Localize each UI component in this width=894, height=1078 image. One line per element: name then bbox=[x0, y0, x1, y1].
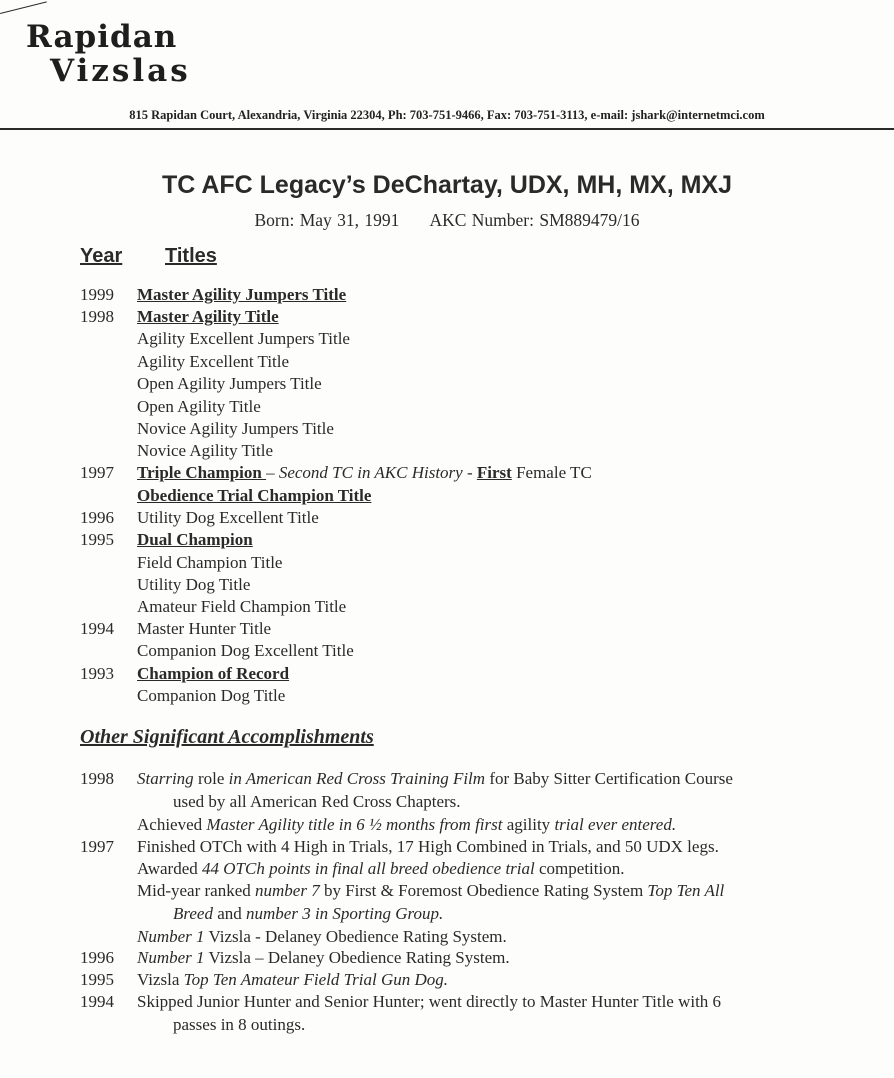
title-name: Triple Champion bbox=[137, 463, 267, 482]
acc-fragment: trial ever entered. bbox=[554, 815, 677, 834]
born-date: Born: May 31, 1991 bbox=[254, 210, 400, 230]
acc-fragment: Master Agility title in 6 ½ months from first bbox=[206, 815, 503, 834]
acc-fragment: agility bbox=[502, 815, 555, 834]
accomplishment-year: 1994 bbox=[80, 992, 114, 1011]
accomplishment-year: 1996 bbox=[80, 948, 114, 967]
title-name: Utility Dog Title bbox=[137, 575, 251, 594]
accomplishment-continuation: passes in 8 outings. bbox=[173, 1015, 306, 1034]
title-name: Utility Dog Excellent Title bbox=[137, 508, 319, 527]
title-name: Open Agility Title bbox=[137, 397, 261, 416]
title-name: Master Agility Title bbox=[137, 307, 279, 326]
title-year: 1994 bbox=[80, 619, 114, 638]
acc-fragment: Vizsla – Delaney Obedience Rating System. bbox=[204, 948, 510, 967]
letterhead-address: 815 Rapidan Court, Alexandria, Virginia 22304, Ph: 703-751-9466, Fax: 703-751-3113, e-mail: jshark@internetmci.com bbox=[129, 108, 765, 122]
title-note: Second TC in AKC History bbox=[278, 463, 463, 482]
title-year: 1998 bbox=[80, 307, 114, 326]
title-first: First bbox=[476, 463, 512, 482]
acc-fragment: in American Red Cross Training Film bbox=[228, 769, 486, 788]
title-name: Agility Excellent Jumpers Title bbox=[137, 329, 350, 348]
born-line bbox=[0, 210, 894, 231]
title-year: 1993 bbox=[80, 664, 114, 683]
acc-fragment: role bbox=[193, 769, 229, 788]
title-name: Master Hunter Title bbox=[137, 619, 272, 638]
acc-fragment: Vizsla bbox=[137, 970, 184, 989]
title-name: Open Agility Jumpers Title bbox=[137, 374, 322, 393]
acc-fragment: Starring bbox=[137, 769, 194, 788]
title-name-composite bbox=[137, 462, 592, 484]
acc-fragment: number 7 bbox=[255, 881, 320, 900]
title-year: 1997 bbox=[80, 463, 114, 482]
title-name: Obedience Trial Champion Title bbox=[137, 486, 372, 505]
logo-line-2: Vizslas bbox=[50, 53, 191, 89]
dog-name-title: TC AFC Legacy’s DeChartay, UDX, MH, MX, MXJ bbox=[161, 171, 733, 199]
title-separator: - bbox=[462, 463, 477, 482]
accomplishment-year: 1998 bbox=[80, 769, 114, 788]
acc-fragment: for Baby Sitter Certification Course bbox=[485, 769, 733, 788]
rapidan-vizslas-logo bbox=[26, 20, 191, 88]
titles-column-header: Titles bbox=[165, 245, 217, 267]
acc-fragment: Number 1 bbox=[137, 927, 205, 946]
accomplishment-text bbox=[137, 880, 724, 902]
title-name: Amateur Field Champion Title bbox=[137, 597, 347, 616]
accomplishment-year: 1995 bbox=[80, 970, 114, 989]
title-year: 1996 bbox=[80, 508, 114, 527]
accomplishment-continuation bbox=[137, 903, 443, 925]
acc-fragment: Mid-year ranked bbox=[137, 881, 256, 900]
logo-line-1: Rapidan bbox=[26, 19, 178, 55]
acc-fragment: by First & Foremost Obedience Rating System bbox=[319, 881, 648, 900]
title-name: Agility Excellent Title bbox=[137, 352, 290, 371]
acc-fragment: Top Ten All bbox=[647, 881, 725, 900]
accomplishment-text bbox=[137, 926, 507, 948]
acc-fragment: Achieved bbox=[137, 815, 207, 834]
title-name: Master Agility Jumpers Title bbox=[137, 285, 347, 304]
title-name: Companion Dog Title bbox=[137, 686, 286, 705]
accomplishments-heading: Other Significant Accomplishments bbox=[80, 726, 374, 748]
title-name: Novice Agility Title bbox=[137, 441, 274, 460]
year-column-header: Year bbox=[80, 245, 123, 267]
accomplishment-text: Finished OTCh with 4 High in Trials, 17 High Combined in Trials, and 50 UDX legs. bbox=[137, 837, 719, 856]
acc-fragment: number 3 in Sporting Group. bbox=[246, 904, 444, 923]
acc-fragment: Breed bbox=[173, 904, 213, 923]
title-year: 1995 bbox=[80, 530, 114, 549]
accomplishment-text bbox=[137, 969, 448, 991]
title-name: Companion Dog Excellent Title bbox=[137, 641, 354, 660]
accomplishment-continuation: used by all American Red Cross Chapters. bbox=[173, 792, 461, 811]
accomplishment-text bbox=[137, 947, 510, 969]
title-name: Champion of Record bbox=[137, 664, 290, 683]
accomplishment-text bbox=[137, 814, 676, 836]
title-name: Dual Champion bbox=[137, 530, 253, 549]
acc-fragment: 44 OTCh points in final all breed obedience trial bbox=[202, 859, 535, 878]
accomplishment-text: Skipped Junior Hunter and Senior Hunter; went directly to Master Hunter Title with 6 bbox=[137, 992, 722, 1011]
acc-fragment: competition. bbox=[534, 859, 625, 878]
acc-fragment: Top Ten Amateur Field Trial Gun Dog. bbox=[183, 970, 449, 989]
acc-fragment: Vizsla - Delaney Obedience Rating System. bbox=[204, 927, 507, 946]
accomplishment-text bbox=[137, 858, 624, 880]
acc-fragment: and bbox=[212, 904, 247, 923]
accomplishment-text bbox=[137, 768, 733, 790]
acc-fragment: Awarded bbox=[137, 859, 202, 878]
title-name: Novice Agility Jumpers Title bbox=[137, 419, 334, 438]
letterhead-divider bbox=[0, 128, 894, 130]
accomplishment-year: 1997 bbox=[80, 837, 114, 856]
title-rest: Female TC bbox=[511, 463, 592, 482]
title-name: Field Champion Title bbox=[137, 553, 283, 572]
title-year: 1999 bbox=[80, 285, 114, 304]
acc-fragment: Number 1 bbox=[137, 948, 205, 967]
title-dash: – bbox=[266, 463, 279, 482]
akc-number: AKC Number: SM889479/16 bbox=[429, 210, 640, 230]
